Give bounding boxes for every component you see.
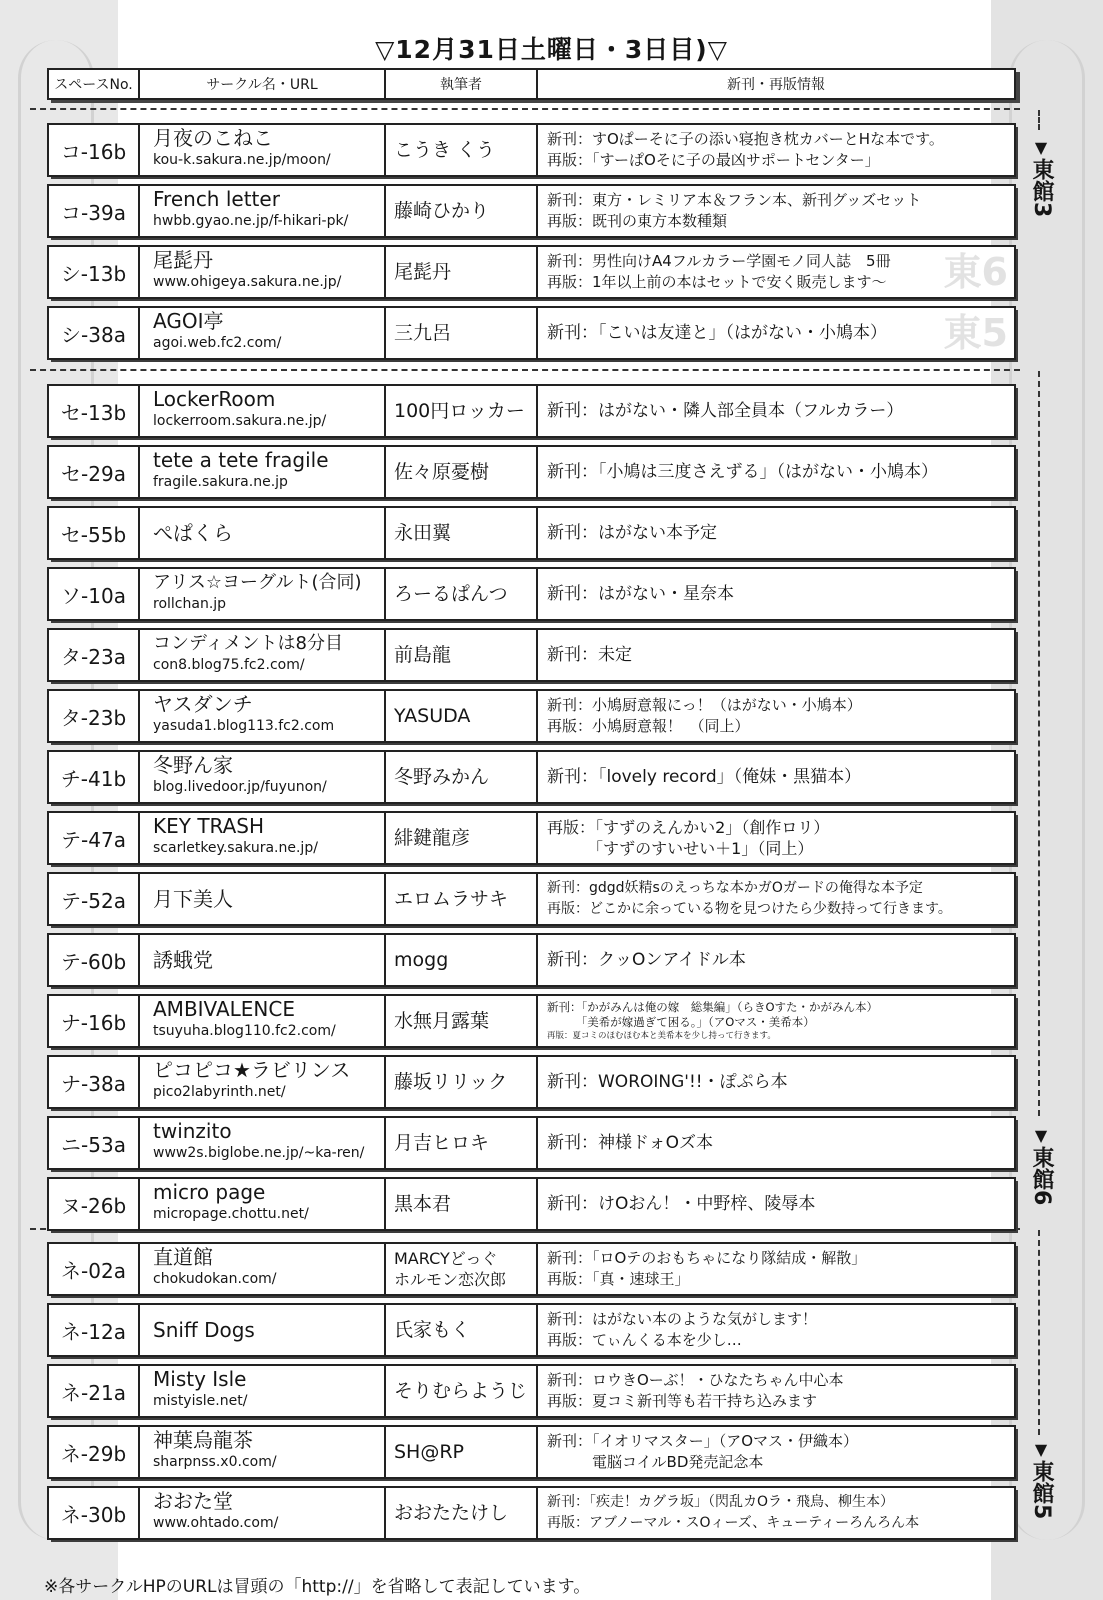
- space-number: ソ-10a: [49, 569, 140, 619]
- author-name: SH@RP: [394, 1441, 465, 1463]
- table-row: [47, 506, 1016, 558]
- info-line: 新刊：クッOンアイドル本: [547, 949, 746, 970]
- author-name: 永田翼: [394, 522, 452, 544]
- author-cell: [386, 1057, 538, 1107]
- author-cell: [386, 1179, 538, 1229]
- author-name: 緋鍵龍彦: [394, 827, 471, 849]
- table-row: [47, 384, 1016, 436]
- table-row: [47, 872, 1016, 924]
- info-line: 再版：「すずのえんかい2」（創作ロリ）: [547, 818, 830, 837]
- table-row: [47, 933, 1016, 985]
- circle-url[interactable]: www.ohtado.com/: [153, 1515, 279, 1531]
- info-line: 新刊：はがない本予定: [547, 522, 717, 543]
- author-name: 尾髭丹: [394, 261, 452, 283]
- table-row: [47, 1425, 1016, 1477]
- info-cell: [538, 447, 1014, 497]
- circle-cell: [140, 1427, 386, 1477]
- hall-marker-east6: [1024, 1126, 1058, 1205]
- author-cell: [386, 247, 538, 297]
- space-number: テ-47a: [49, 813, 140, 863]
- circle-name: French letter: [153, 187, 280, 211]
- info-line: 新刊：WOROING'!!・ぽぷら本: [547, 1071, 788, 1092]
- space-number: コ-39a: [49, 186, 140, 236]
- info-line: 新刊：「イオリマスター」（アOマス・伊織本）: [547, 1432, 859, 1450]
- circle-url[interactable]: www2s.biglobe.ne.jp/~ka-ren/: [153, 1145, 365, 1161]
- footnote: ※各サークルHPのURLは冒頭の「http://」を省略して表記しています。: [44, 1577, 591, 1597]
- circle-url[interactable]: agoi.web.fc2.com/: [153, 335, 282, 351]
- author-cell: [386, 752, 538, 802]
- info-line: 「すずのすいせい＋1」（同上）: [547, 839, 814, 858]
- table-row: [47, 306, 1016, 358]
- circle-name: twinzito: [153, 1119, 232, 1143]
- header-circle-name: サークル名・URL: [139, 69, 385, 99]
- circle-cell: [140, 813, 386, 863]
- circle-url[interactable]: chokudokan.com/: [153, 1271, 277, 1287]
- block-divider: [30, 108, 1020, 110]
- circle-cell: [140, 447, 386, 497]
- header-space-no: スペースNo.: [48, 69, 139, 99]
- table-row: [47, 689, 1016, 741]
- circle-name: micro page: [153, 1180, 266, 1204]
- table-row: [47, 1116, 1016, 1168]
- circle-name: 冬野ん家: [153, 753, 233, 777]
- space-number: セ-13b: [49, 386, 140, 436]
- info-line: 新刊：「かがみんは俺の嫁 総集編」（らきOすた・かがみん本）: [547, 1000, 879, 1014]
- circle-cell: [140, 935, 386, 985]
- circle-name: 月夜のこねこ: [153, 126, 273, 150]
- circle-name: 尾髭丹: [153, 248, 213, 272]
- info-line: 再版：1年以上前の本はセットで安く販売します～: [547, 273, 887, 291]
- circle-cell: [140, 630, 386, 680]
- space-number: ネ-30b: [49, 1488, 140, 1538]
- author-name-second: ホルモン恋次郎: [394, 1270, 507, 1289]
- info-cell: [538, 996, 1014, 1046]
- info-cell: [538, 1427, 1014, 1477]
- info-cell: [538, 874, 1014, 924]
- info-cell: [538, 1244, 1014, 1294]
- author-name: エロムラサキ: [394, 888, 509, 910]
- author-name: 三九呂: [394, 322, 452, 344]
- space-number: テ-60b: [49, 935, 140, 985]
- author-name: 藤坂リリック: [394, 1071, 508, 1093]
- circle-cell: [140, 996, 386, 1046]
- circle-name: AMBIVALENCE: [153, 997, 295, 1021]
- info-cell: [538, 186, 1014, 236]
- author-name: こうき くう: [394, 139, 496, 161]
- hall-watermark: 東5: [943, 311, 1008, 355]
- space-number: タ-23a: [49, 630, 140, 680]
- circle-name: AGOI亭: [153, 309, 224, 333]
- author-cell: [386, 1118, 538, 1168]
- table-row: [47, 1242, 1016, 1294]
- author-cell: [386, 1488, 538, 1538]
- table-row: [47, 123, 1016, 175]
- author-name: 冬野みかん: [394, 766, 490, 788]
- info-cell: [538, 125, 1014, 175]
- author-cell: [386, 1305, 538, 1355]
- circle-cell: [140, 386, 386, 436]
- circle-url[interactable]: www.ohigeya.sakura.ne.jp/: [153, 274, 342, 290]
- table-row: [47, 1303, 1016, 1355]
- author-cell: [386, 508, 538, 558]
- circle-url[interactable]: con8.blog75.fc2.com/: [153, 657, 305, 673]
- info-line: 新刊：「小鳩は三度さえずる」（はがない・小鳩本）: [547, 461, 938, 482]
- author-cell: [386, 874, 538, 924]
- info-cell: [538, 752, 1014, 802]
- info-line: 新刊：けOおん！・中野梓、陵辱本: [547, 1193, 816, 1214]
- info-cell: [538, 1305, 1014, 1355]
- circle-name: ぺぱくら: [153, 521, 233, 545]
- author-cell: [386, 125, 538, 175]
- circle-url[interactable]: mistyisle.net/: [153, 1393, 248, 1409]
- info-cell: [538, 308, 1014, 358]
- info-line: 新刊：「疾走！カグラ坂」（閃乱カOラ・飛鳥、柳生本）: [547, 1494, 895, 1510]
- author-name: 水無月露葉: [394, 1010, 490, 1032]
- author-cell: [386, 691, 538, 741]
- circle-name: ピコピコ★ラビリンス: [153, 1058, 351, 1082]
- circle-url[interactable]: pico2labyrinth.net/: [153, 1084, 286, 1100]
- author-name: 佐々原憂樹: [394, 461, 490, 483]
- author-cell: [386, 569, 538, 619]
- info-line: 再版：小鳩厨意報！ （同上）: [547, 717, 750, 735]
- info-line: 新刊：ロウきOーぶ！・ひなたちゃん中心本: [547, 1371, 844, 1389]
- author-cell: [386, 935, 538, 985]
- author-cell: [386, 308, 538, 358]
- hall-guide-line: [1038, 371, 1040, 1116]
- author-name: おおたたけし: [394, 1502, 509, 1524]
- table-row: [47, 1486, 1016, 1538]
- info-cell: [538, 1366, 1014, 1416]
- space-number: ネ-21a: [49, 1366, 140, 1416]
- space-number: セ-55b: [49, 508, 140, 558]
- hall-label: 東館3: [1029, 158, 1054, 218]
- circle-cell: [140, 186, 386, 236]
- table-row: [47, 184, 1016, 236]
- space-number: ニ-53a: [49, 1118, 140, 1168]
- info-line: 新刊：「ロOテのおもちゃになり隊結成・解散」: [547, 1249, 867, 1267]
- author-cell: [386, 1366, 538, 1416]
- author-name: そりむらようじ: [394, 1380, 528, 1402]
- info-cell: [538, 1488, 1014, 1538]
- down-arrow-icon: ▼: [1034, 1440, 1048, 1459]
- author-name: YASUDA: [394, 705, 471, 727]
- table-row: [47, 1364, 1016, 1416]
- author-cell: [386, 1427, 538, 1477]
- hall-watermark: 東6: [943, 250, 1008, 294]
- author-name: 藤崎ひかり: [394, 200, 490, 222]
- info-line: 「美希が嫁過ぎて困る。」（アOマス・美希本）: [547, 1015, 815, 1029]
- space-number: ネ-12a: [49, 1305, 140, 1355]
- space-number: チ-41b: [49, 752, 140, 802]
- info-cell: [538, 935, 1014, 985]
- info-line: 新刊：gdgd妖精sのえっちな本かガOガードの俺得な本予定: [547, 880, 923, 896]
- author-name: 前島龍: [394, 644, 452, 666]
- info-line: 再版：夏コミのほむほむ本と美希本を少し持って行きます。: [547, 1031, 776, 1041]
- space-number: テ-52a: [49, 874, 140, 924]
- info-cell: [538, 691, 1014, 741]
- circle-name: LockerRoom: [153, 387, 276, 411]
- table-row: [47, 750, 1016, 802]
- table-row: [47, 1055, 1016, 1107]
- table-row: [47, 567, 1016, 619]
- author-name: 100円ロッカー: [394, 400, 525, 422]
- hall-label: 東館6: [1029, 1146, 1054, 1206]
- circle-name: アリス☆ヨーグルト(合同): [153, 572, 362, 593]
- info-line: 新刊：未定: [547, 644, 632, 665]
- circle-cell: [140, 752, 386, 802]
- circle-cell: [140, 508, 386, 558]
- author-cell: [386, 813, 538, 863]
- circle-url[interactable]: yasuda1.blog113.fc2.com: [153, 718, 335, 734]
- hall-label: 東館5: [1029, 1460, 1054, 1520]
- author-cell: [386, 386, 538, 436]
- info-line: 新刊：「lovely record」（俺妹・黒猫本）: [547, 766, 862, 787]
- circle-url[interactable]: hwbb.gyao.ne.jp/f-hikari-pk/: [153, 213, 349, 229]
- space-number: コ-16b: [49, 125, 140, 175]
- info-cell: [538, 508, 1014, 558]
- info-cell: [538, 1118, 1014, 1168]
- column-header: [47, 68, 1016, 100]
- circle-cell: [140, 1057, 386, 1107]
- info-line: 再版：てぃんくる本を少し…: [547, 1331, 742, 1349]
- circle-name: コンディメントは8分目: [153, 633, 344, 654]
- circle-cell: [140, 1305, 386, 1355]
- circle-url[interactable]: scarletkey.sakura.ne.jp/: [153, 840, 318, 856]
- block-divider: [30, 369, 1020, 371]
- table-row: [47, 445, 1016, 497]
- page-title: ▽12月31日土曜日・3日目)▽: [375, 35, 728, 64]
- author-name: ろーるぱんつ: [394, 583, 508, 605]
- space-number: シ-38a: [49, 308, 140, 358]
- info-cell: [538, 813, 1014, 863]
- info-line: 新刊：すOぱーそに子の添い寝抱き枕カバーとHな本です。: [547, 130, 944, 148]
- circle-url[interactable]: sharpnss.x0.com/: [153, 1454, 277, 1470]
- space-number: シ-13b: [49, 247, 140, 297]
- space-number: ネ-02a: [49, 1244, 140, 1294]
- info-line: 新刊：はがない・星奈本: [547, 583, 734, 604]
- circle-name: tete a tete fragile: [153, 448, 329, 472]
- author-name: 氏家もく: [394, 1319, 471, 1341]
- space-number: ネ-29b: [49, 1427, 140, 1477]
- circle-name: ヤスダンチ: [153, 692, 253, 716]
- table-row: [47, 994, 1016, 1046]
- author-cell: [386, 996, 538, 1046]
- circle-name: Misty Isle: [153, 1367, 247, 1391]
- author-cell: [386, 447, 538, 497]
- circle-url[interactable]: tsuyuha.blog110.fc2.com/: [153, 1023, 336, 1039]
- info-cell: [538, 247, 1014, 297]
- circle-cell: [140, 874, 386, 924]
- space-number: タ-23b: [49, 691, 140, 741]
- hall-marker-east5: [1024, 1440, 1058, 1519]
- circle-name: Sniff Dogs: [153, 1318, 255, 1342]
- down-arrow-icon: ▼: [1034, 1126, 1048, 1145]
- author-name: mogg: [394, 949, 449, 971]
- circle-url[interactable]: lockerroom.sakura.ne.jp/: [153, 413, 327, 429]
- author-name: 月吉ヒロキ: [394, 1132, 490, 1154]
- circle-cell: [140, 125, 386, 175]
- space-number: セ-29a: [49, 447, 140, 497]
- circle-cell: [140, 1244, 386, 1294]
- info-line: 新刊：はがない・隣人部全員本（フルカラー）: [547, 400, 904, 421]
- circle-name: 月下美人: [153, 887, 233, 911]
- info-line: 新刊：男性向けA4フルカラー学園モノ同人誌 5冊: [547, 252, 891, 270]
- circle-cell: [140, 691, 386, 741]
- info-cell: [538, 569, 1014, 619]
- circle-cell: [140, 247, 386, 297]
- info-line: 再版：夏コミ新刊等も若干持ち込みます: [547, 1392, 818, 1410]
- author-cell: [386, 1244, 538, 1294]
- author-name: MARCYどっぐ: [394, 1249, 498, 1268]
- info-line: 電脳コイルBD発売記念本: [547, 1453, 764, 1471]
- table-row: [47, 245, 1016, 297]
- info-line: 新刊：はがない本のような気がします！: [547, 1310, 818, 1328]
- circle-url[interactable]: kou-k.sakura.ne.jp/moon/: [153, 152, 331, 168]
- space-number: ナ-38a: [49, 1057, 140, 1107]
- circle-url[interactable]: fragile.sakura.ne.jp: [153, 474, 288, 490]
- author-name: 黒本君: [394, 1193, 452, 1215]
- table-row: [47, 811, 1016, 863]
- info-cell: [538, 1179, 1014, 1229]
- hall-marker-east3: [1024, 138, 1058, 217]
- info-cell: [538, 386, 1014, 436]
- circle-url[interactable]: blog.livedoor.jp/fuyunon/: [153, 779, 327, 795]
- info-line: 再版：どこかに余っている物を見つけたら少数持って行きます。: [547, 901, 952, 917]
- circle-url[interactable]: micropage.chottu.net/: [153, 1206, 309, 1222]
- circle-cell: [140, 1118, 386, 1168]
- circle-name: 神葉烏龍茶: [153, 1428, 253, 1452]
- space-number: ナ-16b: [49, 996, 140, 1046]
- header-release-info: 新刊・再版情報: [537, 69, 1015, 99]
- info-line: 新刊：小鳩厨意報にっ！（はがない・小鳩本）: [547, 696, 862, 714]
- circle-cell: [140, 1179, 386, 1229]
- info-cell: [538, 630, 1014, 680]
- info-line: 再版：既刊の東方本数種類: [547, 212, 728, 230]
- circle-cell: [140, 1366, 386, 1416]
- info-line: 新刊：神様ドォOズ本: [547, 1132, 713, 1153]
- circle-name: 直道館: [153, 1245, 213, 1269]
- circle-url[interactable]: rollchan.jp: [153, 596, 227, 612]
- author-cell: [386, 186, 538, 236]
- hall-guide-line: [1038, 1230, 1040, 1435]
- table-row: [47, 1177, 1016, 1229]
- header-author: 執筆者: [385, 69, 537, 99]
- info-line: 新刊：「こいは友達と」（はがない・小鳩本）: [547, 322, 887, 343]
- circle-name: 誘蛾党: [153, 948, 213, 972]
- info-cell: [538, 1057, 1014, 1107]
- info-line: 再版：アブノーマル・スOィーズ、キューティーろんろん本: [547, 1515, 920, 1531]
- info-line: 再版：「真・速球王」: [547, 1270, 690, 1288]
- circle-cell: [140, 569, 386, 619]
- author-cell: [386, 630, 538, 680]
- circle-cell: [140, 308, 386, 358]
- circle-name: KEY TRASH: [153, 814, 265, 838]
- circle-cell: [140, 1488, 386, 1538]
- info-line: 新刊：東方・レミリア本＆フラン本、新刊グッズセット: [547, 191, 922, 209]
- info-line: 再版：「すーぱOそに子の最凶サポートセンター」: [547, 151, 880, 169]
- down-arrow-icon: ▼: [1034, 138, 1048, 157]
- table-row: [47, 628, 1016, 680]
- hall-guide-line: [1038, 110, 1040, 130]
- circle-name: おおた堂: [153, 1489, 233, 1513]
- space-number: ヌ-26b: [49, 1179, 140, 1229]
